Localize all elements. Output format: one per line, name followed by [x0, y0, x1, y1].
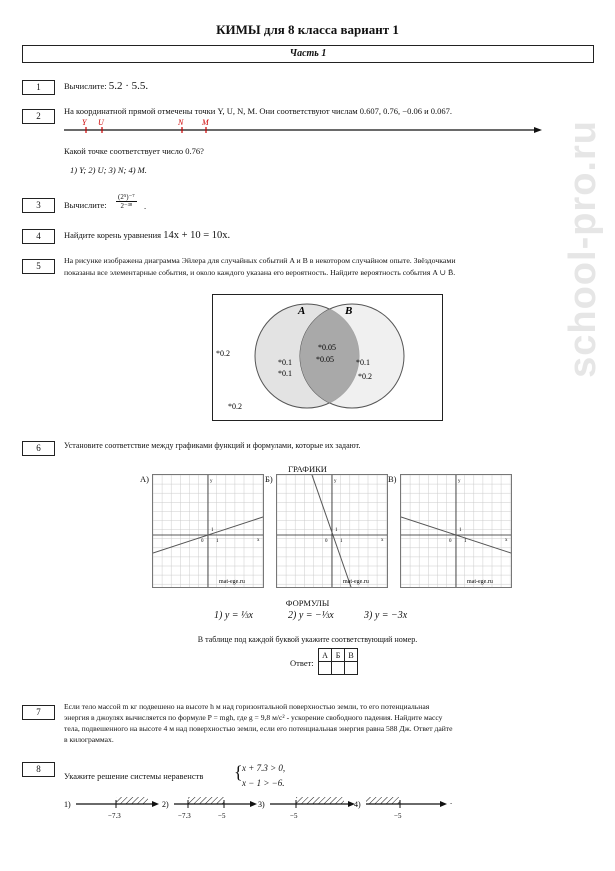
prob-b-only: *0.2: [358, 372, 372, 381]
option-label: 4): [354, 800, 361, 809]
prob-outside: *0.2: [228, 402, 242, 411]
task-1-text: Вычислите: 5.2 · 5.5.: [64, 80, 149, 92]
label-b: B: [345, 305, 353, 317]
answer-col-header: Б: [332, 649, 345, 662]
hatch-region: [366, 797, 400, 804]
answer-col-header: А: [319, 649, 332, 662]
axis-tick: 0: [449, 539, 452, 544]
point-label: N: [178, 118, 184, 127]
prob-a-only: *0.1: [278, 369, 292, 378]
hatch-region: [188, 797, 224, 804]
graph-site: mat-ege.ru: [343, 579, 369, 585]
tick-label: −5: [218, 812, 226, 820]
axis-label: y: [334, 479, 337, 484]
label-a: A: [298, 305, 306, 317]
task-4-text: Найдите корень уравнения 14x + 10 = 10x.: [64, 230, 231, 241]
task-7-line1: Если тело массой m кг подвешено на высоте h м над горизонтальной поверхностью земли, то его потенциальная: [64, 702, 430, 711]
task-2-question: Какой точке соответствует число 0.76?: [64, 146, 204, 156]
axis-label: x: [505, 538, 508, 543]
answer-label: Ответ:: [290, 658, 314, 668]
task-number: 8: [22, 762, 55, 777]
watermark: school-pro.ru: [562, 120, 604, 378]
point-label: M: [202, 118, 209, 127]
task-7-line2: энергия в джоулях вычисляется по формуле P = mgh, где g = 9,8 м/с² - ускорение свободного падения. Найдите массу: [64, 713, 443, 722]
option-label: 1): [64, 800, 71, 809]
hatch-region: [296, 797, 344, 804]
task-number: 5: [22, 259, 55, 274]
axis-tick: 1: [464, 539, 467, 544]
prob-both: *0.05: [318, 343, 336, 352]
system-brace: {: [234, 762, 243, 782]
formula: 2) y = −⅓x: [288, 610, 334, 621]
option-label: 3): [258, 800, 265, 809]
task-number: 3: [22, 198, 55, 213]
answer-cell[interactable]: [345, 662, 358, 675]
task-number: 7: [22, 705, 55, 720]
answer-col-header: В: [345, 649, 358, 662]
axis-tick: 1: [335, 528, 338, 533]
answer-cell[interactable]: [332, 662, 345, 675]
graph-a: [152, 474, 264, 588]
formula: 3) y = −3x: [364, 610, 408, 621]
graph-site: mat-ege.ru: [467, 579, 493, 585]
inequality: x − 1 > −6.: [242, 778, 285, 788]
axis-label: y: [458, 479, 461, 484]
axis-label: y: [210, 479, 213, 484]
axis-label: x: [381, 538, 384, 543]
task-number: 2: [22, 109, 55, 124]
tick-label: −7.3: [178, 812, 191, 820]
graph-label: А): [140, 474, 149, 484]
task-2-options: 1) Y; 2) U; 3) N; 4) M.: [70, 165, 147, 175]
tick-label: −5: [394, 812, 402, 820]
task-3-fraction: (2⁵)⁻⁷ 2⁻³⁸: [118, 193, 135, 210]
task-number: 1: [22, 80, 55, 95]
inequality: x + 7.3 > 0,: [242, 763, 286, 773]
task-3-text: Вычислите:: [64, 200, 107, 210]
point-label: U: [98, 118, 104, 127]
graph-c: [400, 474, 512, 588]
axis-tick: 1: [459, 528, 462, 533]
hatch-region: [116, 797, 148, 804]
tick-label: −5: [290, 812, 298, 820]
axis-tick: 1: [211, 528, 214, 533]
task-7-line4: в килограммах.: [64, 735, 114, 744]
point-label: Y: [82, 118, 87, 127]
prob-b-only: *0.1: [356, 358, 370, 367]
answer-options: [64, 792, 454, 826]
table-note: В таблице под каждой буквой укажите соответствующий номер.: [197, 635, 418, 644]
graph-label: В): [388, 474, 397, 484]
axis-label: x: [257, 538, 260, 543]
task-6-text: Установите соответствие между графиками функций и формулами, которые их задают.: [64, 441, 361, 450]
axis-tick: 0: [325, 539, 328, 544]
task-number: 6: [22, 441, 55, 456]
graph-site: mat-ege.ru: [219, 579, 245, 585]
task-5-line2: показаны все элементарные события, и около каждого указана его вероятность. Найдите вероятность события A ∪ B̄.: [64, 268, 456, 277]
axis-tick: 1: [216, 539, 219, 544]
prob-outside: *0.2: [216, 349, 230, 358]
axis-tick: 0: [201, 539, 204, 544]
prob-both: *0.05: [316, 355, 334, 364]
task-5-line1: На рисунке изображена диаграмма Эйлера для случайных событий A и B в некотором случайном опыте. Звёздочками: [64, 256, 456, 265]
task-2-text: На координатной прямой отмечены точки Y, U, N, M. Они соответствуют числам 0.607, 0.76, −0.06 и 0.067.: [64, 106, 453, 116]
graph-label: Б): [265, 474, 273, 484]
axis-tick: 1: [340, 539, 343, 544]
page-title: КИМЫ для 8 класса вариант 1: [216, 22, 399, 37]
tick-label: −7.3: [108, 812, 121, 820]
prob-a-only: *0.1: [278, 358, 292, 367]
task-8-text: Укажите решение системы неравенств: [64, 771, 204, 781]
option-label: 2): [162, 800, 169, 809]
part-header: Часть 1: [22, 45, 594, 63]
venn-diagram: [212, 294, 444, 422]
task-number: 4: [22, 229, 55, 244]
answer-table: [318, 648, 358, 675]
task-7-line3: тела, подвешенного на высоте 4 м над поверхностью земли, если его потенциальная энергия равна 588 Дж. Ответ дайте: [64, 724, 453, 733]
number-line: [64, 118, 544, 136]
answer-cell[interactable]: [319, 662, 332, 675]
graphs-title: ГРАФИКИ: [288, 464, 327, 474]
formulas-title: ФОРМУЛЫ: [285, 598, 330, 608]
formula: 1) y = ⅓x: [214, 610, 253, 621]
graph-b: [276, 474, 388, 588]
